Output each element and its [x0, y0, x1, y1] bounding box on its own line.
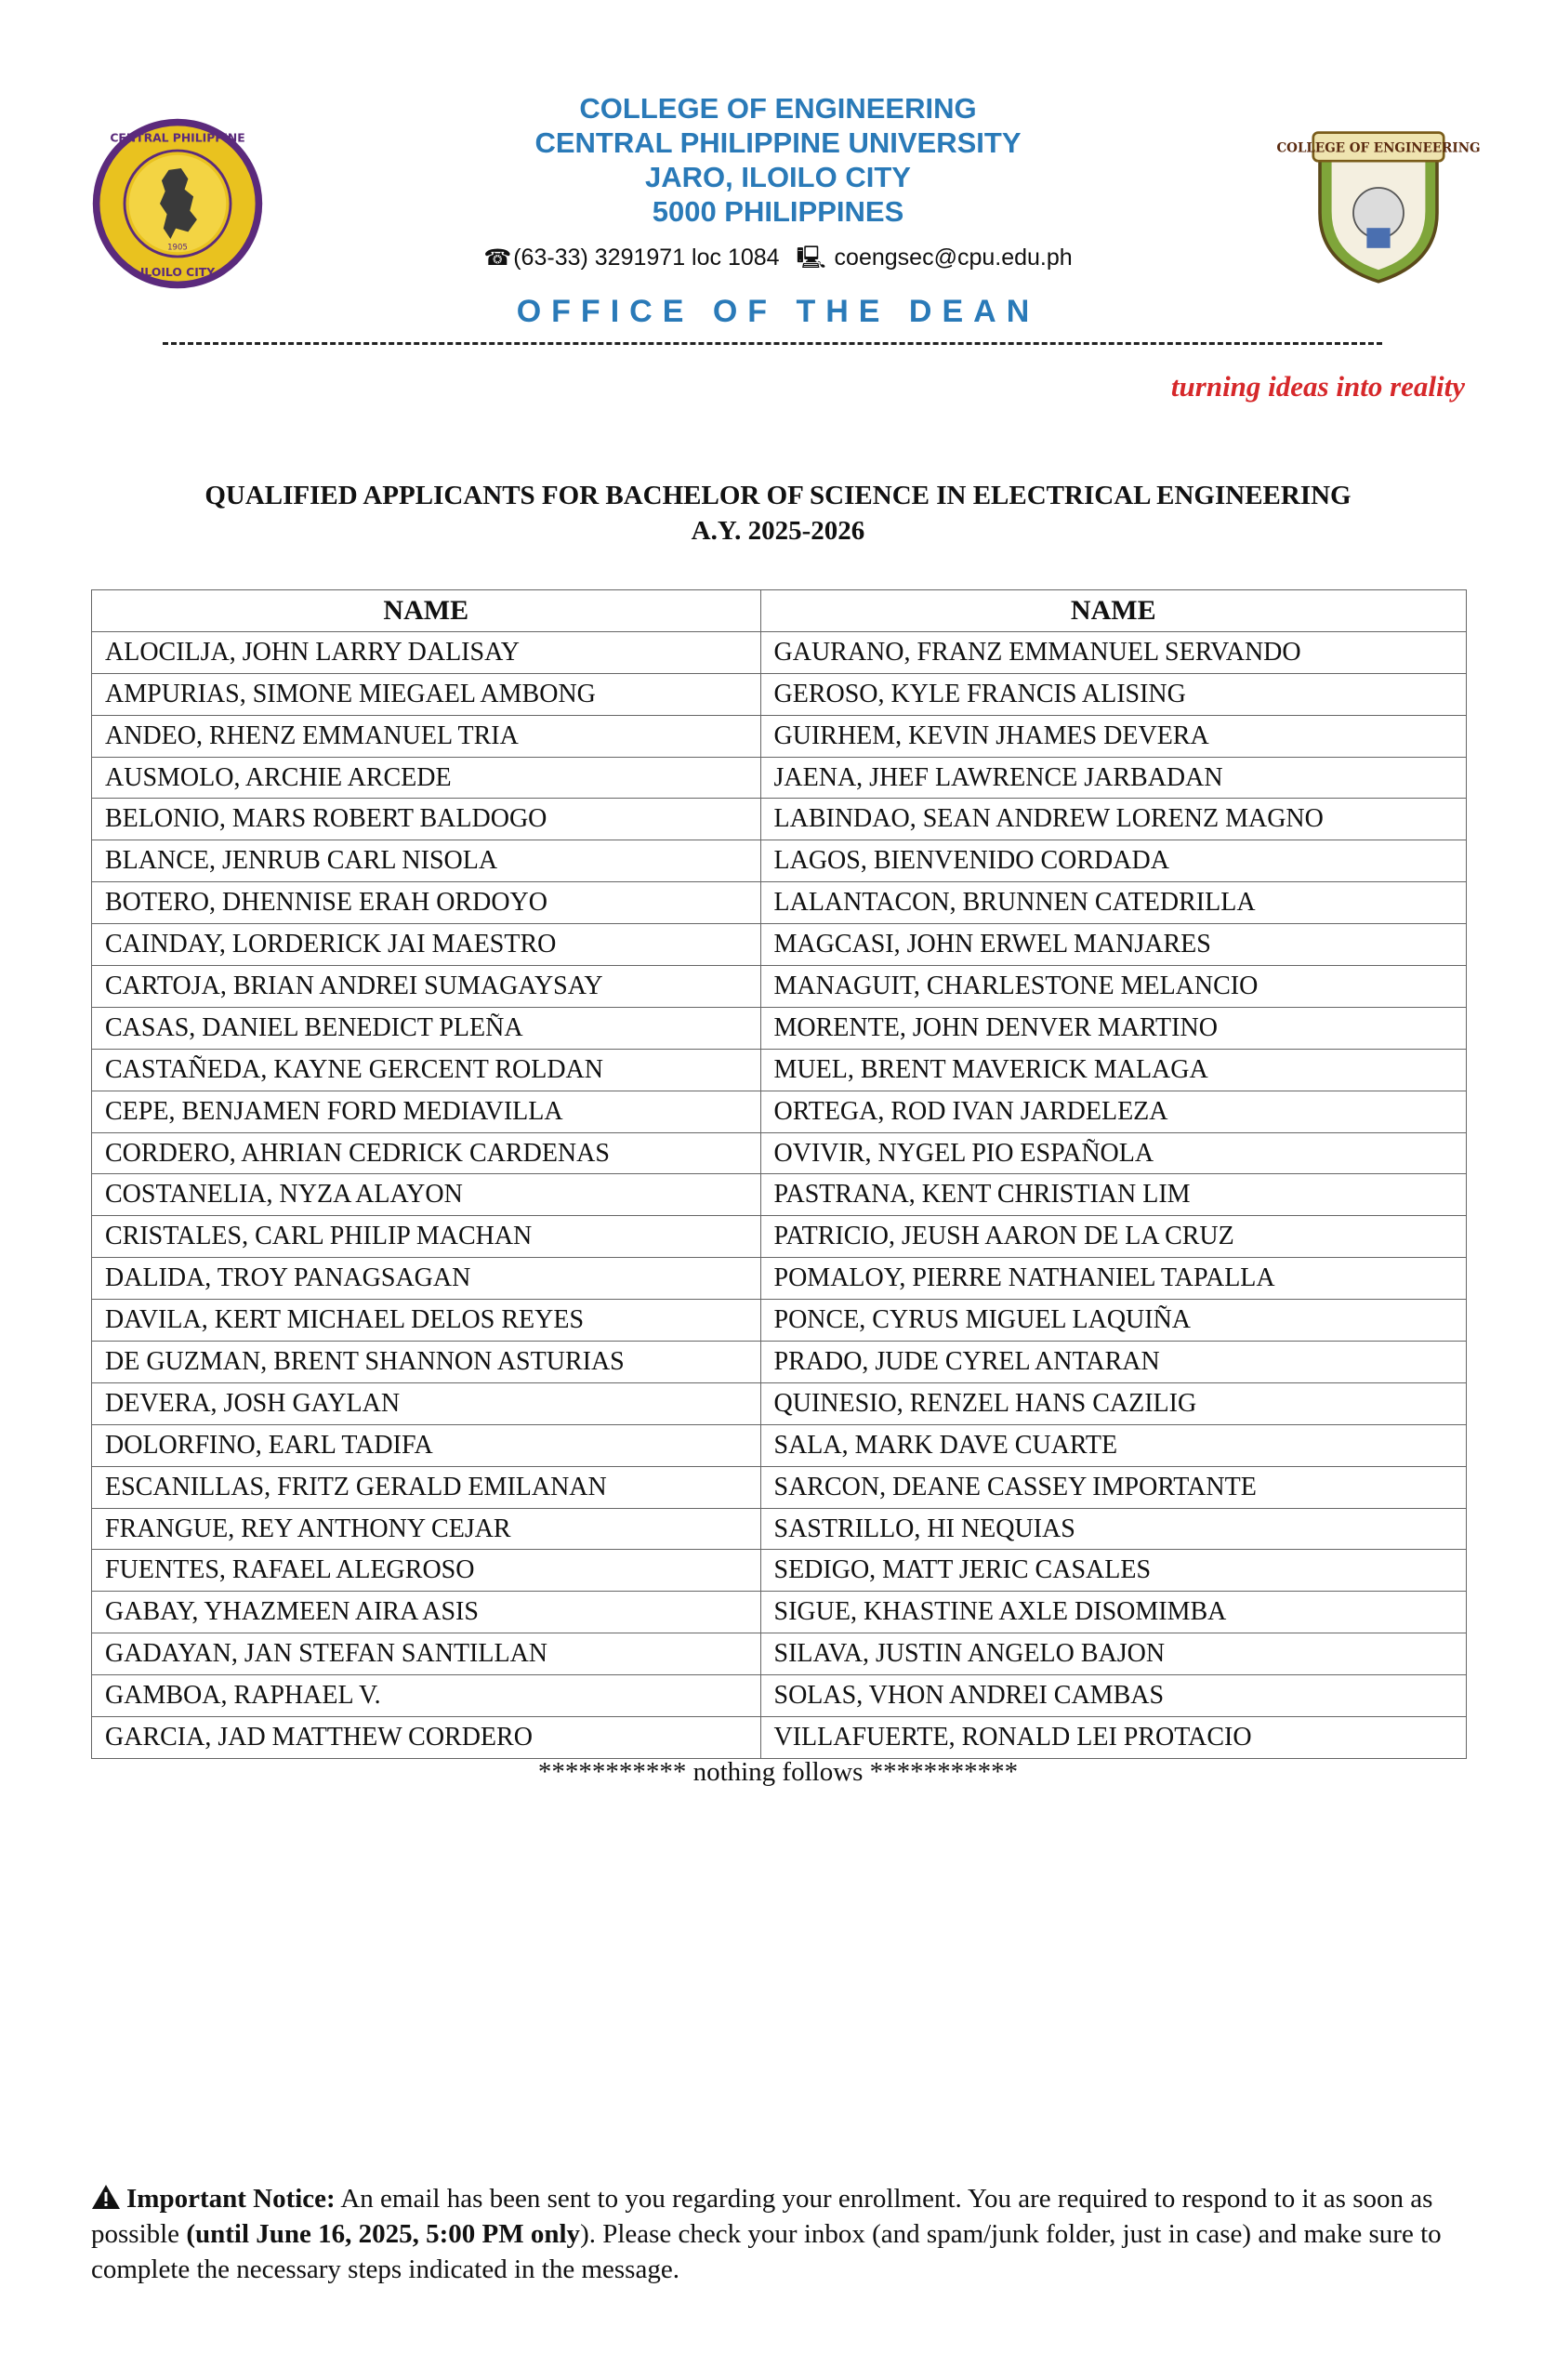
table-row — [92, 1049, 1467, 1091]
applicant-name: ANDEO, RHENZ EMMANUEL TRIA — [92, 715, 761, 757]
table-row — [92, 631, 1467, 673]
notice-deadline: (until June 16, 2025, 5:00 PM only — [186, 2219, 581, 2249]
applicant-name: BLANCE, JENRUB CARL NISOLA — [92, 840, 761, 882]
applicant-name: ORTEGA, ROD IVAN JARDELEZA — [760, 1091, 1467, 1132]
applicant-name: COSTANELIA, NYZA ALAYON — [92, 1174, 761, 1216]
applicant-name: DALIDA, TROY PANAGSAGAN — [92, 1258, 761, 1300]
applicant-name: FUENTES, RAFAEL ALEGROSO — [92, 1550, 761, 1592]
applicant-name: QUINESIO, RENZEL HANS CAZILIG — [760, 1382, 1467, 1424]
table-row — [92, 1550, 1467, 1592]
applicant-name: ESCANILLAS, FRITZ GERALD EMILANAN — [92, 1466, 761, 1508]
svg-text:CENTRAL PHILIPPINE: CENTRAL PHILIPPINE — [110, 131, 245, 145]
document-title — [0, 478, 1556, 549]
table-row — [92, 1508, 1467, 1550]
applicant-name: JAENA, JHEF LAWRENCE JARBADAN — [760, 757, 1467, 799]
phone-number: (63-33) 3291971 loc 1084 — [513, 245, 780, 271]
applicant-name: CASAS, DANIEL BENEDICT PLEÑA — [92, 1007, 761, 1049]
applicant-name: GAMBOA, RAPHAEL V. — [92, 1675, 761, 1717]
academic-year: A.Y. 2025-2026 — [691, 516, 865, 546]
notice-text: An email has been sent to you regarding your enrollment. You are required to respond to it as soon as possible — [91, 2184, 1433, 2249]
table-row — [92, 1342, 1467, 1383]
applicant-name: CRISTALES, CARL PHILIP MACHAN — [92, 1216, 761, 1258]
applicant-name: LALANTACON, BRUNNEN CATEDRILLA — [760, 882, 1467, 924]
applicant-name: FRANGUE, REY ANTHONY CEJAR — [92, 1508, 761, 1550]
applicant-name: CASTAÑEDA, KAYNE GERCENT ROLDAN — [92, 1049, 761, 1091]
warning-icon — [91, 2183, 121, 2211]
applicant-name: PONCE, CYRUS MIGUEL LAQUIÑA — [760, 1300, 1467, 1342]
applicant-name: OVIVIR, NYGEL PIO ESPAÑOLA — [760, 1132, 1467, 1174]
table-row — [92, 1007, 1467, 1049]
table-row — [92, 1424, 1467, 1466]
office-title: OFFICE OF THE DEAN — [516, 294, 1040, 329]
important-notice — [91, 2181, 1467, 2287]
applicant-name: SOLAS, VHON ANDREI CAMBAS — [760, 1675, 1467, 1717]
applicant-name: CAINDAY, LORDERICK JAI MAESTRO — [92, 924, 761, 966]
applicant-name: GUIRHEM, KEVIN JHAMES DEVERA — [760, 715, 1467, 757]
applicant-name: SIGUE, KHASTINE AXLE DISOMIMBA — [760, 1592, 1467, 1633]
applicant-name: MANAGUIT, CHARLESTONE MELANCIO — [760, 966, 1467, 1008]
applicant-name: PASTRANA, KENT CHRISTIAN LIM — [760, 1174, 1467, 1216]
applicant-name: ALOCILJA, JOHN LARRY DALISAY — [92, 631, 761, 673]
title-line: QUALIFIED APPLICANTS FOR BACHELOR OF SCIENCE IN ELECTRICAL ENGINEERING — [204, 481, 1352, 510]
table-row — [92, 1466, 1467, 1508]
applicant-name: LAGOS, BIENVENIDO CORDADA — [760, 840, 1467, 882]
applicant-name: MAGCASI, JOHN ERWEL MANJARES — [760, 924, 1467, 966]
table-row — [92, 673, 1467, 715]
applicant-name: SARCON, DEANE CASSEY IMPORTANTE — [760, 1466, 1467, 1508]
applicant-name: VILLAFUERTE, RONALD LEI PROTACIO — [760, 1717, 1467, 1759]
table-row — [92, 1091, 1467, 1132]
column-header: NAME — [760, 590, 1467, 632]
applicant-name: POMALOY, PIERRE NATHANIEL TAPALLA — [760, 1258, 1467, 1300]
applicant-name: SASTRILLO, HI NEQUIAS — [760, 1508, 1467, 1550]
table-row — [92, 799, 1467, 840]
applicants-table — [91, 589, 1467, 1759]
table-row — [92, 1633, 1467, 1675]
applicant-name: GADAYAN, JAN STEFAN SANTILLAN — [92, 1633, 761, 1675]
applicant-name: AUSMOLO, ARCHIE ARCEDE — [92, 757, 761, 799]
nothing-follows: *********** nothing follows *********** — [537, 1757, 1019, 1787]
table-row — [92, 1174, 1467, 1216]
notice-text: ). Please check your inbox (and spam/junk folder, just in case) and make sure to complete the necessary steps indicated in the message. — [91, 2219, 1442, 2284]
applicant-name: GEROSO, KYLE FRANCIS ALISING — [760, 673, 1467, 715]
table-row — [92, 1132, 1467, 1174]
header-divider — [163, 342, 1382, 345]
applicant-name: GABAY, YHAZMEEN AIRA ASIS — [92, 1592, 761, 1633]
applicant-name: PATRICIO, JEUSH AARON DE LA CRUZ — [760, 1216, 1467, 1258]
applicant-name: CEPE, BENJAMEN FORD MEDIAVILLA — [92, 1091, 761, 1132]
applicant-name: DEVERA, JOSH GAYLAN — [92, 1382, 761, 1424]
applicant-name: CARTOJA, BRIAN ANDREI SUMAGAYSAY — [92, 966, 761, 1008]
applicant-name: PRADO, JUDE CYREL ANTARAN — [760, 1342, 1467, 1383]
applicant-name: DOLORFINO, EARL TADIFA — [92, 1424, 761, 1466]
table-row — [92, 1216, 1467, 1258]
table-row — [92, 1675, 1467, 1717]
svg-text:1905: 1905 — [167, 243, 188, 253]
applicant-name: SALA, MARK DAVE CUARTE — [760, 1424, 1467, 1466]
applicant-name: GAURANO, FRANZ EMMANUEL SERVANDO — [760, 631, 1467, 673]
applicant-name: SEDIGO, MATT JERIC CASALES — [760, 1550, 1467, 1592]
notice-label: Important Notice: — [126, 2184, 336, 2214]
table-row — [92, 757, 1467, 799]
table-row — [92, 882, 1467, 924]
letterhead — [0, 0, 1556, 437]
svg-text:ILOILO CITY: ILOILO CITY — [139, 265, 216, 279]
college-crest-logo — [1276, 121, 1481, 288]
applicant-name: MORENTE, JOHN DENVER MARTINO — [760, 1007, 1467, 1049]
applicant-name: AMPURIAS, SIMONE MIEGAEL AMBONG — [92, 673, 761, 715]
table-row — [92, 1258, 1467, 1300]
table-row — [92, 840, 1467, 882]
institution-line: CENTRAL PHILIPPINE UNIVERSITY — [534, 126, 1022, 159]
table-header-row — [92, 590, 1467, 632]
institution-line: COLLEGE OF ENGINEERING — [579, 92, 977, 125]
applicant-name: SILAVA, JUSTIN ANGELO BAJON — [760, 1633, 1467, 1675]
applicant-name: MUEL, BRENT MAVERICK MALAGA — [760, 1049, 1467, 1091]
table-row — [92, 1300, 1467, 1342]
applicant-name: DAVILA, KERT MICHAEL DELOS REYES — [92, 1300, 761, 1342]
applicant-name: LABINDAO, SEAN ANDREW LORENZ MAGNO — [760, 799, 1467, 840]
tagline: turning ideas into reality — [1170, 370, 1465, 403]
applicant-name: BELONIO, MARS ROBERT BALDOGO — [92, 799, 761, 840]
applicant-name: DE GUZMAN, BRENT SHANNON ASTURIAS — [92, 1342, 761, 1383]
table-row — [92, 1382, 1467, 1424]
applicant-name: CORDERO, AHRIAN CEDRICK CARDENAS — [92, 1132, 761, 1174]
email-address[interactable]: coengsec@cpu.edu.ph — [834, 245, 1073, 271]
table-row — [92, 715, 1467, 757]
applicant-name: BOTERO, DHENNISE ERAH ORDOYO — [92, 882, 761, 924]
computer-icon: 🖳 — [796, 245, 826, 271]
table-row — [92, 1717, 1467, 1759]
svg-text:COLLEGE OF ENGINEERING: COLLEGE OF ENGINEERING — [1276, 140, 1481, 156]
institution-line: JARO, ILOILO CITY — [645, 161, 911, 193]
column-header: NAME — [92, 590, 761, 632]
institution-line: 5000 PHILIPPINES — [652, 195, 904, 228]
table-row — [92, 966, 1467, 1008]
table-row — [92, 1592, 1467, 1633]
applicant-name: GARCIA, JAD MATTHEW CORDERO — [92, 1717, 761, 1759]
table-row — [92, 924, 1467, 966]
phone-icon: ☎ — [483, 245, 512, 271]
